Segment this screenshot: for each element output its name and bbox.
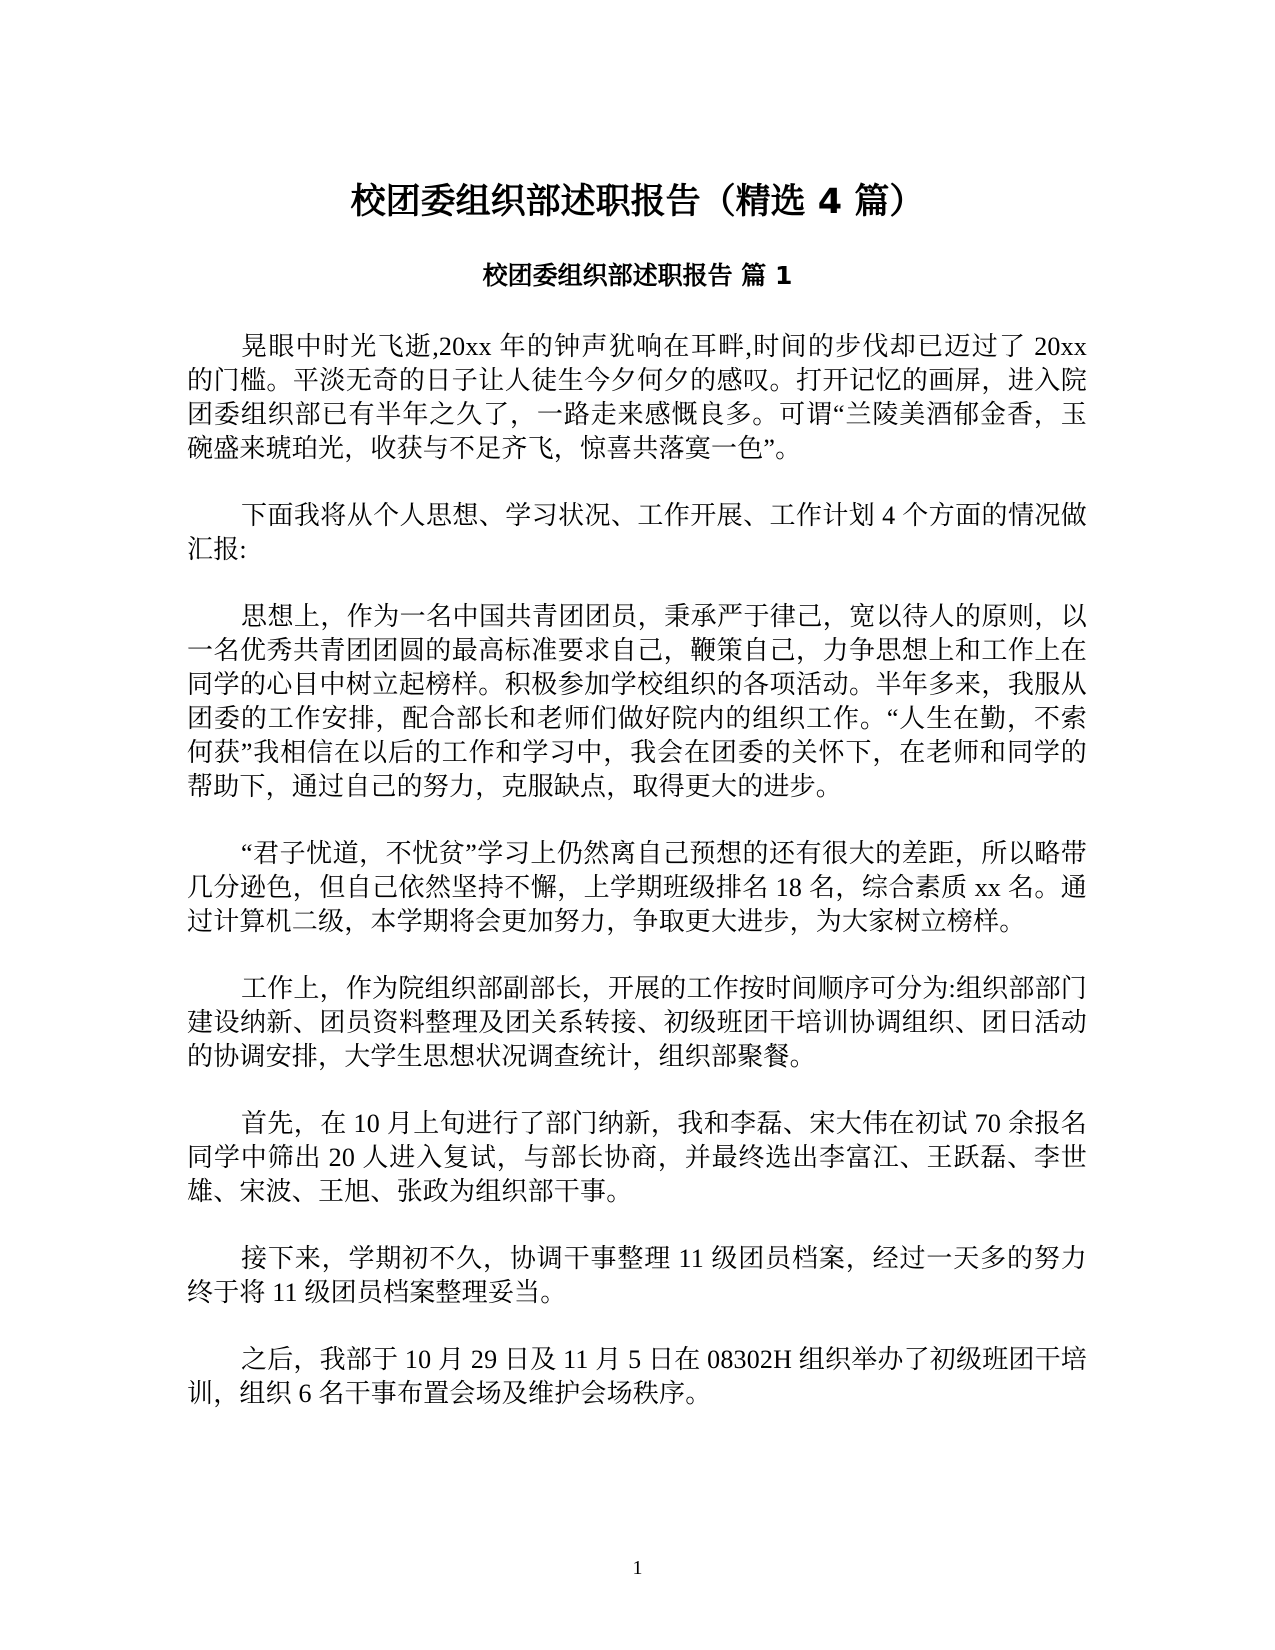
paragraph: 思想上，作为一名中国共青团团员，秉承严于律己，宽以待人的原则，以一名优秀共青团团圆的最高标准要求自己，鞭策自己，力争思想上和工作上在同学的心目中树立起榜样。积极参加学校组织的各项活动。半年多来，我服从团委的工作安排，配合部长和老师们做好院内的组织工作。“人生在勤，不索何获”我相信在以后的工作和学习中，我会在团委的关怀下，在老师和同学的帮助下，通过自己的努力，克服缺点，取得更大的进步。 xyxy=(187,602,1087,801)
document-title: 校团委组织部述职报告（精选 4 篇） xyxy=(350,182,925,222)
paragraph: 首先，在 10 月上旬进行了部门纳新，我和李磊、宋大伟在初试 70 余报名同学中筛出 20 人进入复试，与部长协商，并最终选出李富江、王跃磊、李世雄、宋波、王旭、张政为组织部干事。 xyxy=(187,1109,1087,1206)
paragraph: 接下来，学期初不久，协调干事整理 11 级团员档案，经过一天多的努力终于将 11 级团员档案整理妥当。 xyxy=(187,1244,1087,1307)
paragraph: 下面我将从个人思想、学习状况、工作开展、工作计划 4 个方面的情况做汇报: xyxy=(187,501,1087,564)
document-body xyxy=(187,330,1087,1444)
paragraph: “君子忧道，不忧贫”学习上仍然离自己预想的还有很大的差距，所以略带几分逊色，但自己依然坚持不懈，上学期班级排名 18 名，综合素质 xx 名。通过计算机二级，本学期将会更加努力，争取更大进步，为大家树立榜样。 xyxy=(187,839,1087,936)
page-number: 1 xyxy=(632,1557,643,1579)
paragraph: 晃眼中时光飞逝,20xx 年的钟声犹响在耳畔,时间的步伐却已迈过了 20xx 的门槛。平淡无奇的日子让人徒生今夕何夕的感叹。打开记忆的画屏，进入院团委组织部已有半年之久了，一路走来感慨良多。可谓“兰陵美酒郁金香，玉碗盛来琥珀光，收获与不足齐飞，惊喜共落寞一色”。 xyxy=(187,332,1087,463)
paragraph: 工作上，作为院组织部副部长，开展的工作按时间顺序可分为:组织部部门建设纳新、团员资料整理及团关系转接、初级班团干培训协调组织、团日活动的协调安排，大学生思想状况调查统计，组织部聚餐。 xyxy=(187,974,1087,1071)
section-title: 校团委组织部述职报告 篇 1 xyxy=(482,261,793,290)
paragraph: 之后，我部于 10 月 29 日及 11 月 5 日在 08302H 组织举办了初级班团干培训，组织 6 名干事布置会场及维护会场秩序。 xyxy=(187,1345,1088,1408)
